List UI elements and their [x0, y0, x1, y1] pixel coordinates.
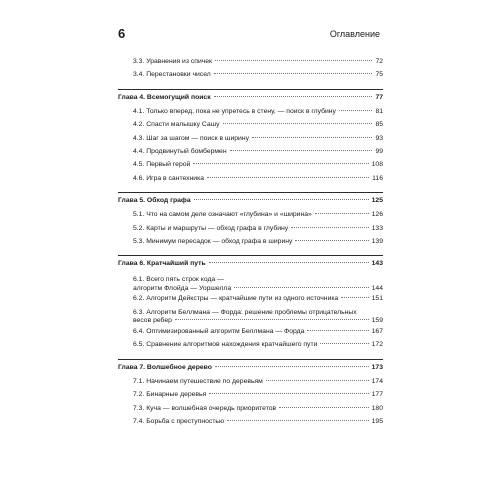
toc-entry-page: 139: [371, 237, 383, 245]
toc-entry-page: 75: [375, 71, 383, 79]
toc-entry-label: 4.4. Продвинутый бомбермен: [133, 147, 227, 155]
toc-entry-page: 167: [371, 328, 383, 336]
toc-entry-page: 151: [371, 295, 383, 303]
toc-entry-label: 4.2. Спасти малышку Сашу: [133, 121, 220, 129]
chapter-page: 77: [375, 93, 383, 101]
leader-dots: [214, 73, 373, 74]
toc-entry-label-line2: весов ребер: [133, 317, 172, 325]
toc-entry[interactable]: [118, 225, 383, 238]
toc-entry-label: 4.6. Игра в сантехника: [133, 174, 204, 182]
leader-dots: [307, 330, 368, 331]
toc-entry-label: 6.4. Оптимизированный алгоритм Беллмана — Форда: [133, 328, 305, 336]
toc-entry-label: 4.1. Только вперед, пока не упретесь в стену, — поиск в глубину: [133, 107, 336, 115]
toc-entry-page: 159: [371, 317, 383, 325]
toc-entry[interactable]: [118, 418, 383, 431]
toc-entry-page: 195: [371, 418, 383, 426]
toc-entry[interactable]: [118, 405, 383, 418]
toc-entry-page: 93: [375, 134, 383, 142]
leader-dots: [209, 262, 369, 263]
table-of-contents: [118, 58, 383, 431]
toc-entry-page: 174: [371, 377, 383, 385]
toc-entry-label: 7.2. Бинарные деревья: [133, 391, 207, 399]
leader-dots: [320, 343, 368, 344]
leader-dots: [266, 380, 369, 381]
toc-entry-label-line1: 6.3. Алгоритм Беллмана — Форда: решение проблемы отрицательных: [133, 308, 357, 316]
leader-dots: [215, 60, 372, 61]
leader-dots: [175, 319, 369, 320]
leader-dots: [193, 163, 368, 164]
toc-entry-page: 81: [375, 107, 383, 115]
toc-entry-label: 7.4. Борьба с преступностью: [133, 418, 225, 426]
toc-entry-page: 116: [372, 174, 383, 182]
chapter-heading[interactable]: [118, 260, 383, 274]
chapter-title: Глава 7. Волшебное дерево: [118, 363, 212, 371]
leader-dots: [315, 213, 369, 214]
toc-entry-page: 126: [371, 211, 383, 219]
toc-entry[interactable]: [118, 121, 383, 134]
toc-entry-label-line2: алгоритм Флойда — Уоршелла: [133, 284, 232, 292]
toc-entry-label: 4.5. Первый герой: [133, 161, 191, 169]
toc-entry[interactable]: [118, 295, 383, 308]
chapter-page: 173: [371, 363, 383, 371]
leader-dots: [339, 110, 373, 111]
chapter-heading[interactable]: [118, 197, 383, 211]
toc-entry[interactable]: [118, 328, 383, 341]
toc-entry[interactable]: [118, 58, 383, 71]
leader-dots: [279, 407, 369, 408]
toc-entry-label-line1: 6.1. Всего пять строк кода —: [133, 276, 224, 284]
toc-entry-label: 7.1. Начинаем путешествие по деревьям: [133, 377, 263, 385]
chapter-divider: [118, 359, 383, 360]
toc-entry[interactable]: [118, 108, 383, 121]
toc-entry-page: 108: [371, 161, 383, 169]
toc-entry-label: 7.3. Куча — волшебная очередь приоритетов: [133, 404, 277, 412]
toc-entry-label: 5.3. Минимум пересадок — обход графа в ширину: [133, 237, 293, 245]
leader-dots: [194, 199, 369, 200]
chapter-title: Глава 5. Обход графа: [118, 197, 191, 205]
leader-dots: [227, 420, 369, 421]
toc-entry-page: 180: [371, 404, 383, 412]
leader-dots: [223, 123, 373, 124]
toc-entry[interactable]: [118, 391, 383, 404]
chapter-page: 143: [371, 260, 383, 268]
chapter-heading[interactable]: [118, 94, 383, 108]
toc-entry[interactable]: [118, 238, 383, 251]
chapter-divider: [118, 192, 383, 193]
toc-entry-label: 5.1. Что на самом деле означают «глубина» и «ширина»: [133, 211, 312, 219]
toc-entry[interactable]: [118, 71, 383, 84]
toc-entry[interactable]: [118, 135, 383, 148]
leader-dots: [234, 287, 369, 288]
toc-entry-page: 177: [371, 391, 383, 399]
chapter-divider: [118, 255, 383, 256]
toc-entry-page: 72: [375, 58, 383, 65]
leader-dots: [341, 297, 368, 298]
toc-entry[interactable]: [118, 175, 383, 188]
toc-entry-two-line[interactable]: [118, 274, 383, 295]
toc-entry[interactable]: [118, 161, 383, 174]
running-head: Оглавление: [329, 29, 380, 39]
leader-dots: [214, 96, 373, 97]
toc-entry-label: 6.5. Сравнение алгоритмов нахождения кратчайшего пути: [133, 341, 318, 349]
leader-dots: [207, 177, 369, 178]
chapter-page: 125: [371, 197, 383, 205]
leader-dots: [291, 227, 368, 228]
page-number: 6: [118, 26, 126, 41]
toc-entry-label: 5.2. Карты и маршруты — обход графа в глубину: [133, 224, 289, 232]
toc-entry[interactable]: [118, 341, 383, 354]
toc-entry-two-line[interactable]: [118, 309, 383, 328]
toc-entry[interactable]: [118, 378, 383, 391]
toc-entry-page: 133: [371, 224, 383, 232]
toc-entry-page: 99: [375, 147, 383, 155]
leader-dots: [230, 150, 373, 151]
chapter-title: Глава 6. Кратчайший путь: [118, 260, 206, 268]
toc-entry-label: 3.3. Уравнения из спичек: [133, 58, 213, 65]
toc-entry-label: 3.4. Перестановки чисел: [133, 71, 211, 79]
chapter-divider: [118, 89, 383, 90]
chapter-title: Глава 4. Всемогущий поиск: [118, 93, 211, 101]
toc-entry[interactable]: [118, 211, 383, 224]
toc-entry-page: 172: [371, 341, 383, 349]
toc-entry-page: 85: [375, 121, 383, 129]
toc-entry-label: 4.3. Шаг за шагом — поиск в ширину: [133, 134, 249, 142]
leader-dots: [215, 366, 369, 367]
toc-entry[interactable]: [118, 148, 383, 161]
toc-entry-page: 144: [371, 284, 383, 292]
chapter-heading[interactable]: [118, 364, 383, 378]
leader-dots: [295, 240, 368, 241]
toc-entry-label: 6.2. Алгоритм Дейкстры — кратчайшие пути из одного источника: [133, 295, 339, 303]
leader-dots: [209, 393, 368, 394]
leader-dots: [252, 137, 372, 138]
